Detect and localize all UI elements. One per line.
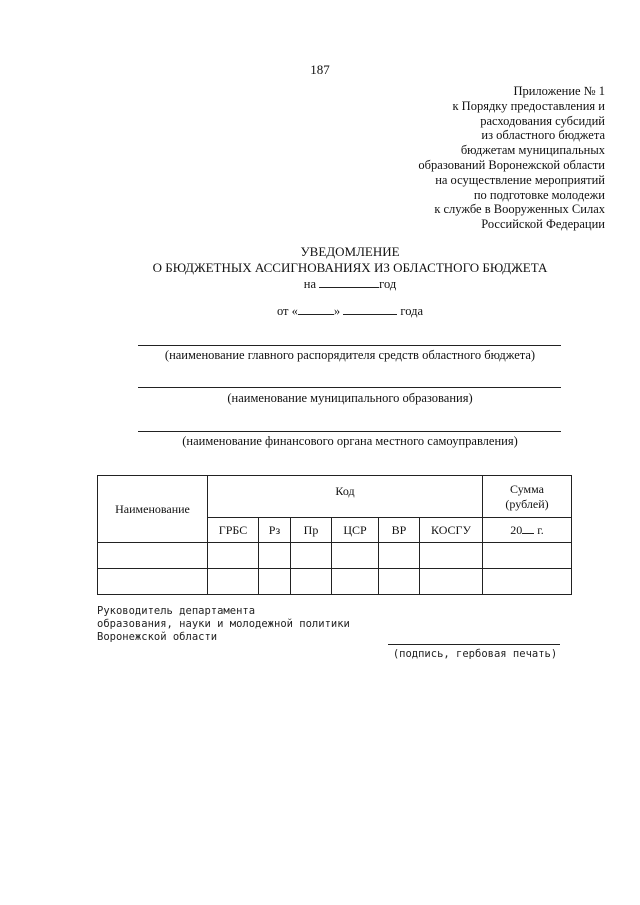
- code-col-csr: ЦСР: [332, 518, 379, 543]
- table-cell[interactable]: [379, 569, 420, 595]
- appendix-header: [345, 84, 605, 232]
- table-row: [98, 569, 572, 595]
- signature-block: [97, 605, 350, 644]
- date-prefix: от «: [276, 304, 298, 318]
- signature-line: Воронежской области: [97, 631, 218, 643]
- signature-field[interactable]: [388, 644, 560, 645]
- table-cell[interactable]: [291, 569, 332, 595]
- table-cell[interactable]: [98, 543, 208, 569]
- sum-year-cell: [483, 518, 572, 543]
- year-cell-suffix: г.: [537, 523, 544, 537]
- appendix-line: на осуществление мероприятий: [435, 172, 605, 187]
- notice-title: УВЕДОМЛЕНИЕ: [300, 244, 400, 259]
- page-number: 187: [310, 62, 330, 77]
- table-cell[interactable]: [332, 543, 379, 569]
- appendix-line: по подготовке молодежи: [473, 187, 605, 202]
- table-row: [98, 543, 572, 569]
- table-cell[interactable]: [420, 543, 483, 569]
- appendix-line: к службе в Вооруженных Силах: [434, 202, 605, 217]
- finance-body-caption: (наименование финансового органа местного самоуправления): [182, 434, 518, 448]
- table-cell[interactable]: [332, 569, 379, 595]
- notice-year-line: [90, 276, 610, 292]
- signature-line: образования, науки и молодежной политики: [97, 618, 350, 630]
- code-col-vr: ВР: [379, 518, 420, 543]
- date-suffix: года: [400, 304, 424, 318]
- appendix-line: расходования субсидий: [480, 113, 605, 128]
- notice-date-line: [90, 303, 610, 319]
- sum-header: [483, 476, 572, 518]
- name-header: Наименование: [98, 476, 208, 543]
- table-cell[interactable]: [98, 569, 208, 595]
- appendix-line: образований Воронежской области: [418, 157, 605, 172]
- day-blank[interactable]: [298, 303, 334, 315]
- notice-subtitle: О БЮДЖЕТНЫХ АССИГНОВАНИЯХ ИЗ ОБЛАСТНОГО БЮДЖЕТА: [152, 260, 548, 275]
- year-blank[interactable]: [319, 276, 379, 288]
- appendix-line: к Порядку предоставления и: [452, 98, 605, 113]
- municipality-field[interactable]: [138, 387, 561, 388]
- code-col-kosgu: КОСГУ: [420, 518, 483, 543]
- table-cell[interactable]: [483, 543, 572, 569]
- date-middle: »: [333, 304, 341, 318]
- signature-caption: (подпись, гербовая печать): [392, 648, 558, 660]
- month-blank[interactable]: [343, 303, 397, 315]
- table-cell[interactable]: [420, 569, 483, 595]
- table-cell[interactable]: [259, 543, 291, 569]
- table-cell[interactable]: [291, 543, 332, 569]
- table-cell[interactable]: [208, 569, 259, 595]
- table-cell[interactable]: [208, 543, 259, 569]
- main-manager-caption: (наименование главного распорядителя средств областного бюджета): [164, 348, 536, 362]
- table-cell[interactable]: [483, 569, 572, 595]
- year-cell-blank[interactable]: [522, 522, 534, 534]
- appendix-line: Приложение № 1: [513, 84, 605, 98]
- appendix-line: бюджетам муниципальных: [460, 143, 605, 158]
- sum-header-line1: Сумма: [510, 481, 544, 496]
- appendix-line: из областного бюджета: [481, 128, 605, 143]
- main-manager-field[interactable]: [138, 345, 561, 346]
- table-cell[interactable]: [259, 569, 291, 595]
- sum-header-line2: (рублей): [505, 496, 549, 511]
- appendix-line: Российской Федерации: [481, 217, 605, 232]
- code-header: Код: [208, 476, 483, 518]
- code-col-rz: Рз: [259, 518, 291, 543]
- budget-table: [97, 475, 572, 595]
- municipality-caption: (наименование муниципального образования): [227, 391, 473, 405]
- year-cell-prefix: 20: [510, 523, 523, 537]
- year-suffix: год: [379, 277, 397, 291]
- year-prefix: на: [303, 277, 317, 291]
- signature-line: Руководитель департамента: [97, 605, 256, 617]
- code-col-pr: Пр: [291, 518, 332, 543]
- table-cell[interactable]: [379, 543, 420, 569]
- finance-body-field[interactable]: [138, 431, 561, 432]
- code-col-grbs: ГРБС: [208, 518, 259, 543]
